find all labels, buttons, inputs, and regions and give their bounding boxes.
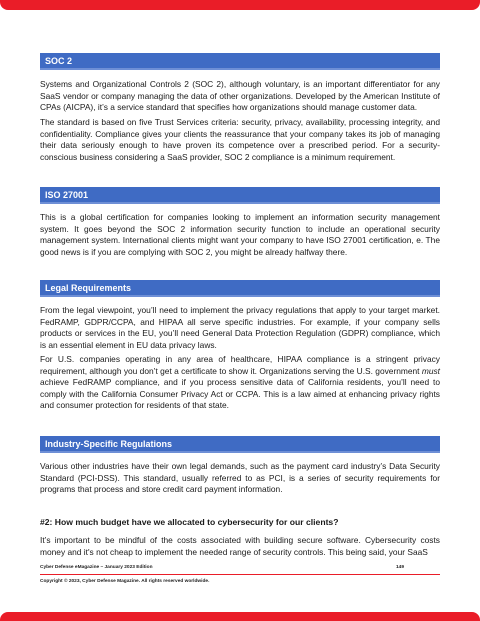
section-heading: Industry-Specific Regulations <box>45 439 173 449</box>
section-header-industry-regulations <box>40 436 440 453</box>
emphasis-text: must <box>421 365 440 376</box>
paragraph: It’s important to be mindful of the costs associated with building secure software. Cybersecurity costs money and it's not cheap to implement the needed range of security controls. This being said, your SaaS <box>40 535 440 557</box>
paragraph: Various other industries have their own legal demands, such as the payment card industry’s Data Security Standard (PCI-DSS). This standard, usually referred to as PCI, is a series of security requirements for programs that process and store credit card payment information. <box>40 461 440 494</box>
section-heading: ISO 27001 <box>45 190 89 200</box>
section-header-soc2 <box>40 53 440 70</box>
footer-edition: Cyber Defense eMagazine – January 2023 Edition <box>40 565 153 570</box>
top-accent-bar <box>0 0 480 10</box>
section-header-iso27001 <box>40 187 440 204</box>
paragraph: The standard is based on five Trust Services criteria: security, privacy, availability, processing integrity, and confidentiality. Compliance gives your clients the reassurance that your company takes its job of managing their data seriously enough to have proven its competence over a prescribed period. For a security-conscious business considering a SaaS provider, SOC 2 compliance is a minimum requirement. <box>40 117 440 162</box>
page-number: 149 <box>396 565 405 570</box>
paragraph-text: For U.S. companies operating in any area of healthcare, HIPAA compliance is a stringent privacy requirement, although you don’t get a certificate to show it. Organizations serving the U.S. government <box>40 354 440 376</box>
footer-divider <box>40 574 440 575</box>
bottom-accent-bar <box>0 612 480 621</box>
paragraph: From the legal viewpoint, you’ll need to implement the privacy regulations that apply to your target market. FedRAMP, GDPR/CCPA, and HIPAA all serve specific industries. For example, if your company sells products or services in the EU, you’ll need General Data Protection Regulation (GDPR) compliance, which is an essential element in EU data privacy laws. <box>40 305 440 350</box>
paragraph-text: achieve FedRAMP compliance, and if you process sensitive data of California residents, you’ll need to comply with the California Consumer Privacy Act or CCPA. This is a law aimed at enhancing privacy rights and consumer protection for residents of that state. <box>40 377 440 410</box>
question-heading: #2: How much budget have we allocated to cybersecurity for our clients? <box>40 517 339 527</box>
paragraph <box>40 354 440 412</box>
section-header-legal-requirements <box>40 280 440 297</box>
section-heading: Legal Requirements <box>45 283 132 293</box>
paragraph: Systems and Organizational Controls 2 (SOC 2), although voluntary, is an important differentiator for any SaaS vendor or company managing the data of other organizations. Developed by the American Institute of CPAs (AICPA), it’s a service standard that specifies how organizations should manage customer data. <box>40 79 440 112</box>
footer-copyright: Copyright © 2023, Cyber Defense Magazine. All rights reserved worldwide. <box>40 579 210 584</box>
paragraph: This is a global certification for companies looking to implement an information security management system. It goes beyond the SOC 2 information security function to include an operational security management system. International clients might want your company to have ISO 27001 certification, e. The good news is if you are complying with SOC 2, you might be already halfway there. <box>40 212 440 257</box>
section-heading: SOC 2 <box>45 56 73 66</box>
